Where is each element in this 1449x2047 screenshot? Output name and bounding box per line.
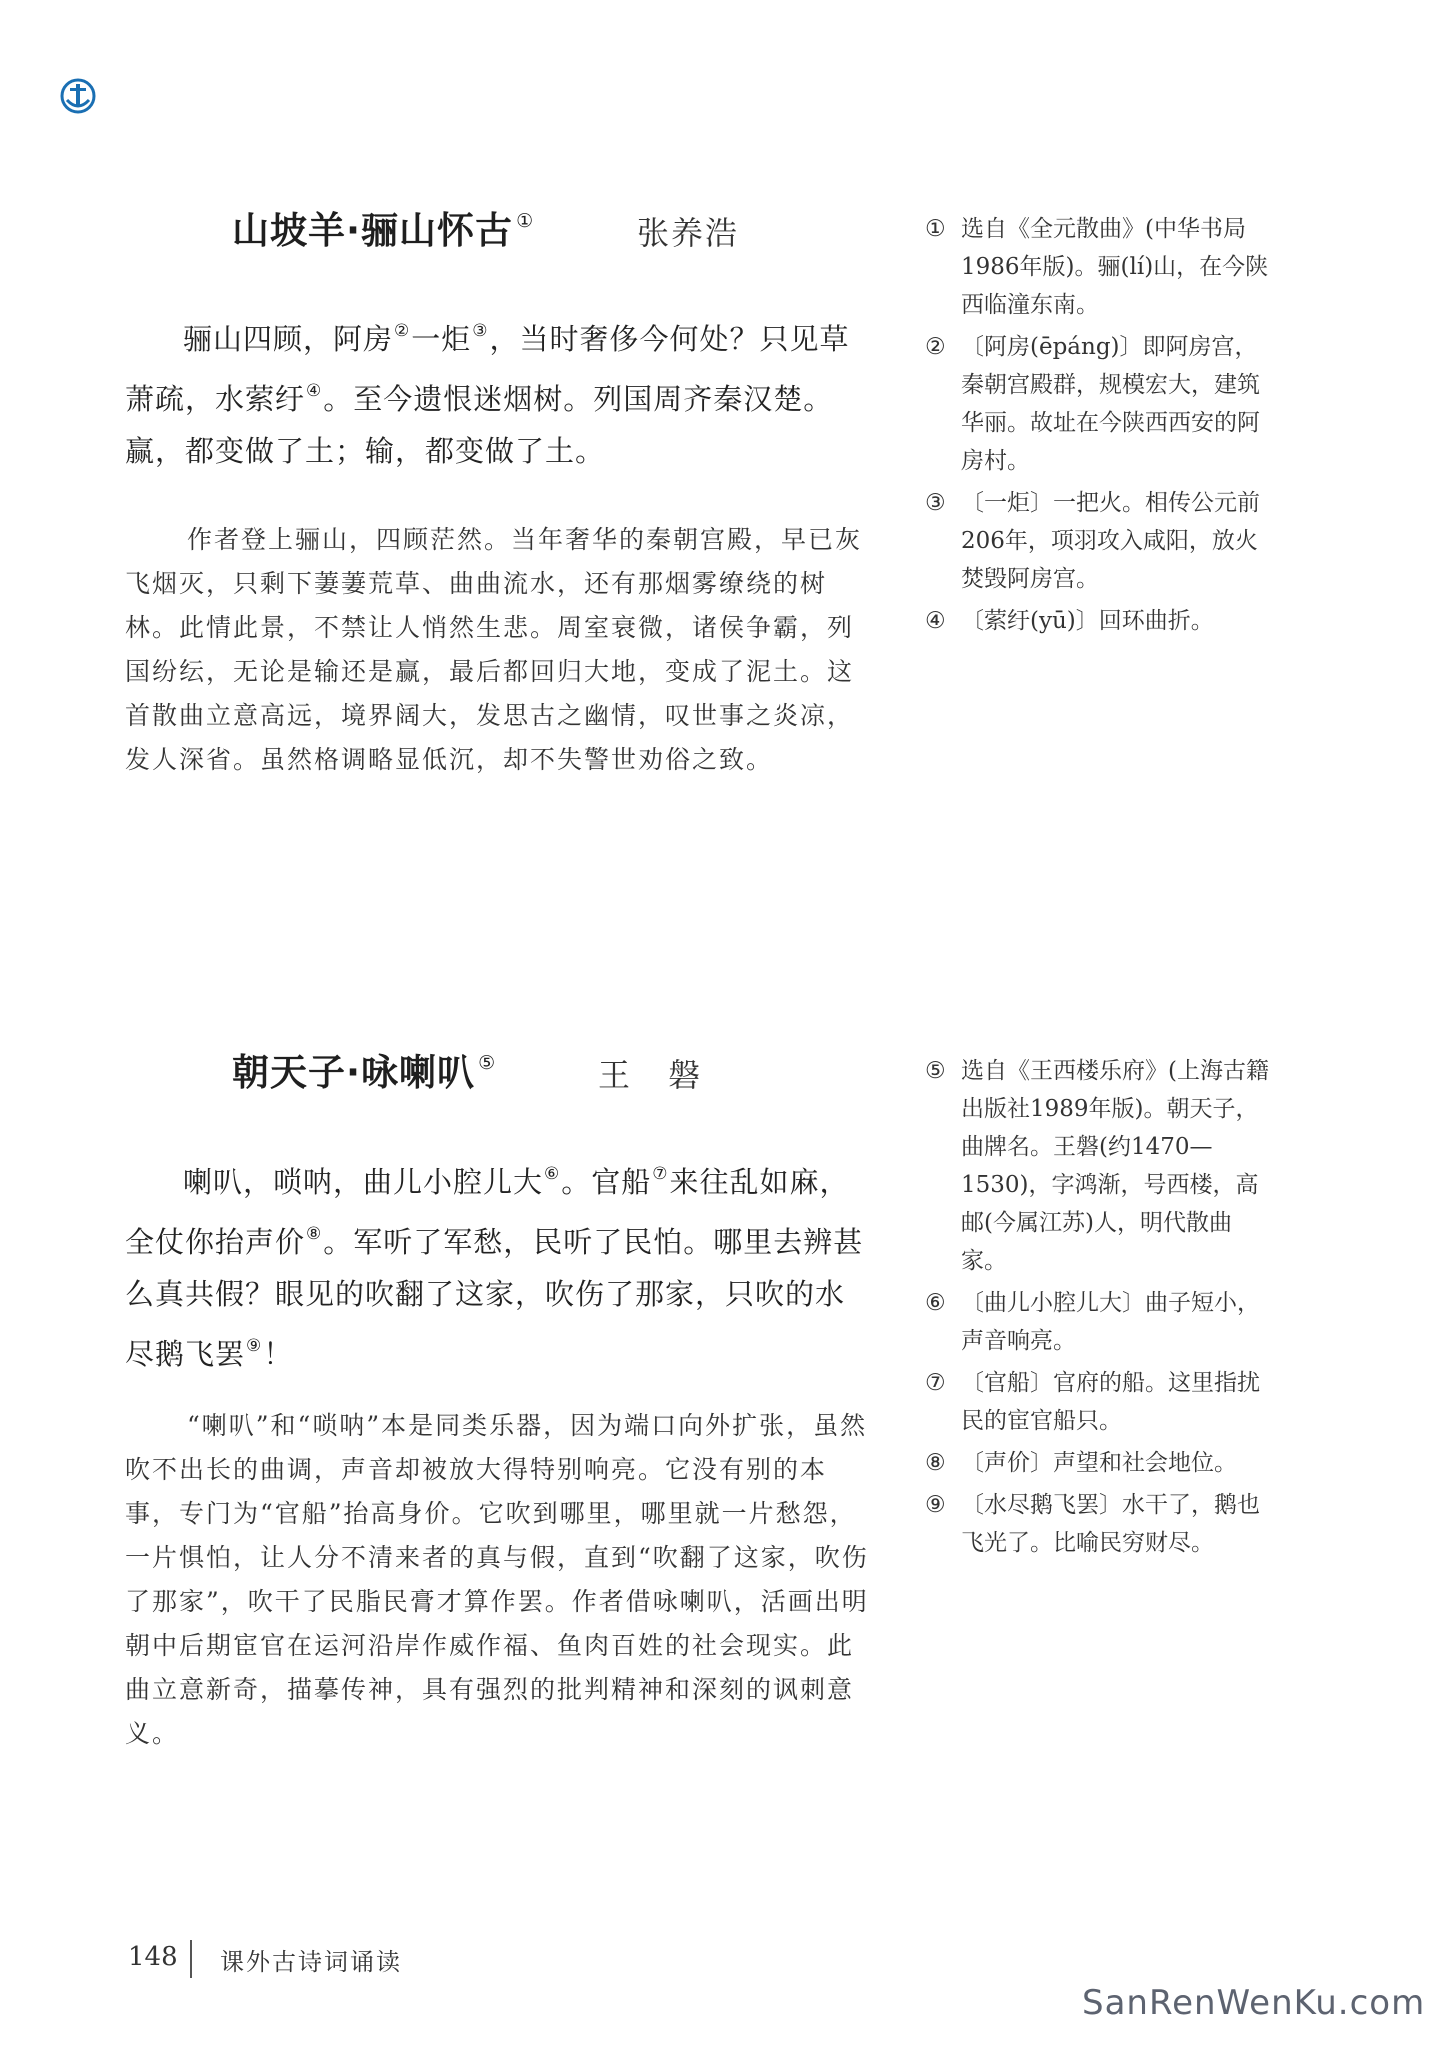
footnote-mark: ⑥ (544, 1164, 561, 1184)
poem-segment: 。官船 (561, 1165, 652, 1199)
footnote-item (925, 328, 1275, 480)
publisher-logo (60, 78, 96, 114)
footnote-number: ⑤ (925, 1058, 946, 1084)
poem-segment: 。军听了军愁，民听了民怕。哪里去辨甚么真共假？眼见的吹翻了这家，吹伤了那家，只吹的水尽鹅飞罢 (125, 1225, 864, 1371)
footnote-item (925, 1052, 1275, 1280)
anchor-logo-icon (60, 78, 96, 114)
footnote-item (925, 1364, 1275, 1440)
poem-title: 山坡羊·骊山怀古 ① (232, 209, 535, 252)
title-footnote-mark: ① (516, 210, 535, 232)
page-number: 148 (128, 1942, 178, 1972)
footnote-item (925, 1284, 1275, 1360)
footnote-mark: ④ (306, 381, 323, 401)
poem-segment: 来往乱如麻，全仗你抬声价 (125, 1165, 850, 1259)
poem-author: 张养浩 (637, 214, 740, 252)
footnote-text: 〔官船〕官府的船。这里指扰民的宦官船只。 (961, 1370, 1260, 1434)
footnote-number: ⑦ (925, 1370, 946, 1396)
poem-segment: 骊山四顾，阿房 (183, 322, 394, 356)
commentary-text: 作者登上骊山，四顾茫然。当年奢华的秦朝宫殿，早已灰飞烟灭，只剩下萋萋荒草、曲曲流水，还有那烟雾缭绕的树林。此情此景，不禁让人悄然生悲。周室衰微，诸侯争霸，列国纷纭，无论是输还是赢，最后都回归大地，变成了泥土。这首散曲立意高远，境界阔大，发思古之幽情，叹世事之炎凉，发人深省。虽然格调略显低沉，却不失警世劝俗之致。 (125, 525, 863, 774)
footnote-number: ② (925, 334, 946, 360)
footnote-text: 〔萦纡(yū)〕回环曲折。 (961, 608, 1214, 634)
footnote-text: 〔阿房(ēpáng)〕即阿房宫，秦朝宫殿群，规模宏大，建筑华丽。故址在今陕西西安的阿房村。 (961, 334, 1260, 474)
poem-segment: ！ (263, 1337, 294, 1371)
poem-segment: 一炬 (411, 322, 472, 356)
footnote-mark: ⑨ (246, 1336, 263, 1356)
footnote-text: 选自《全元散曲》(中华书局1986年版)。骊(lí)山，在今陕西临潼东南。 (961, 216, 1269, 318)
footnote-number: ⑥ (925, 1290, 946, 1316)
footnote-mark: ③ (472, 321, 489, 341)
poem-text (125, 1148, 870, 1380)
poem-title: 朝天子·咏喇叭 ⑤ (232, 1051, 497, 1094)
footnote-mark: ⑦ (652, 1164, 669, 1184)
footnote-item (925, 1486, 1275, 1562)
watermark: SanRenWenKu.com (1082, 1983, 1426, 2023)
footnote-item (925, 602, 1275, 640)
footer-divider (190, 1940, 192, 1978)
poem-segment: 。至今遗恨迷烟树。列国周齐秦汉楚。赢，都变做了土；输，都变做了土。 (125, 382, 834, 468)
footnote-number: ① (925, 216, 946, 242)
footnote-mark: ⑧ (306, 1224, 323, 1244)
footnote-text: 〔一炬〕一把火。相传公元前206年，项羽攻入咸阳，放火焚毁阿房宫。 (961, 490, 1260, 592)
commentary-text: “喇叭”和“唢呐”本是同类乐器，因为端口向外扩张，虽然吹不出长的曲调，声音却被放大得特别响亮。它没有别的本事，专门为“官船”抬高身价。它吹到哪里，哪里就一片愁怨，一片惧怕，让人分不清来者的真与假，直到“吹翻了这家，吹伤了那家”，吹干了民脂民膏才算作罢。作者借咏喇叭，活画出明朝中后期宦官在运河沿岸作威作福、鱼肉百姓的社会现实。此曲立意新奇，描摹传神，具有强烈的批判精神和深刻的讽刺意义。 (125, 1411, 869, 1748)
footnote-text: 〔水尽鹅飞罢〕水干了，鹅也飞光了。比喻民穷财尽。 (961, 1492, 1260, 1556)
poem-author: 王 磐 (598, 1056, 715, 1094)
footnote-mark: ② (394, 321, 411, 341)
footnote-number: ④ (925, 608, 946, 634)
footnotes-list (925, 1052, 1275, 1566)
footnote-number: ③ (925, 490, 946, 516)
footnote-number: ⑨ (925, 1492, 946, 1518)
footnote-text: 选自《王西楼乐府》(上海古籍出版社1989年版)。朝天子，曲牌名。王磐(约1470—1530)，字鸿渐，号西楼，高邮(今属江苏)人，明代散曲家。 (961, 1058, 1269, 1274)
footnote-item (925, 1444, 1275, 1482)
poem-text (125, 305, 870, 477)
footnote-item (925, 210, 1275, 324)
title-footnote-mark: ⑤ (478, 1052, 497, 1074)
footnotes-list (925, 210, 1275, 644)
footnote-item (925, 484, 1275, 598)
footnote-text: 〔声价〕声望和社会地位。 (961, 1450, 1237, 1476)
footnote-text: 〔曲儿小腔儿大〕曲子短小，声音响亮。 (961, 1290, 1260, 1354)
book-title: 课外古诗词诵读 (220, 1948, 402, 1976)
poem-segment: 喇叭，唢呐，曲儿小腔儿大 (183, 1165, 544, 1199)
poem-segment: ，当时奢侈今何处？只见草萧疏，水萦纡 (125, 322, 850, 416)
footnote-number: ⑧ (925, 1450, 946, 1476)
